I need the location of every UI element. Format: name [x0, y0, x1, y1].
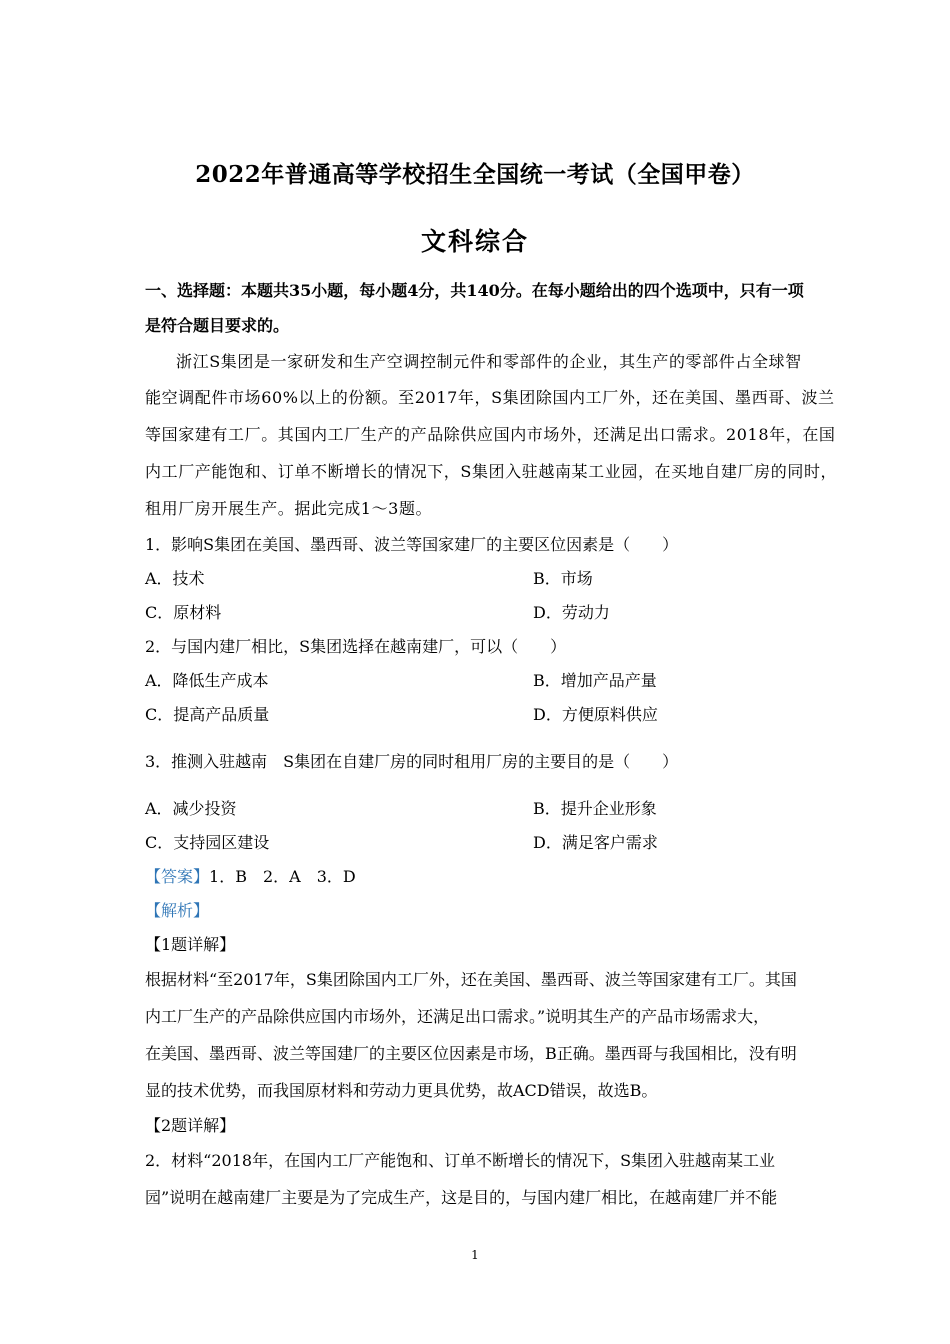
answer-line — [145, 864, 810, 887]
question-2-stem: 2．与国内建厂相比，S集团选择在越南建厂，可以（ ） — [145, 637, 567, 656]
detail-2-line: 2．材料“2018年，在国内工厂产能饱和、订单不断增长的情况下，S集团入驻越南某工业 — [145, 1151, 776, 1170]
exam-subtitle: 文科综合 — [420, 227, 529, 256]
passage-line: 租用厂房开展生产。据此完成1～3题。 — [145, 499, 433, 518]
answer-label: 【答案】 — [145, 867, 210, 886]
detail-2-line: 园”说明在越南建厂主要是为了完成生产，这是目的，与国内建厂相比，在越南建厂并不能 — [145, 1188, 778, 1207]
q2-option-d: D．方便原料供应 — [533, 705, 658, 724]
q1-option-d: D．劳动力 — [533, 603, 610, 622]
section-instruction-line-1: 一、选择题：本题共35小题，每小题4分，共140分。在每小题给出的四个选项中，只有一项 — [145, 281, 804, 300]
exam-title: 2022年普通高等学校招生全国统一考试（全国甲卷） — [195, 161, 755, 188]
page-number: 1 — [471, 1248, 479, 1262]
q1-option-c: C．原材料 — [145, 603, 222, 622]
passage-line: 内工厂产能饱和、订单不断增长的情况下，S集团入驻越南某工业园，在买地自建厂房的同时， — [145, 462, 838, 481]
question-3-stem: 3．推测入驻越南 S集团在自建厂房的同时租用厂房的主要目的是（ ） — [145, 752, 679, 771]
q3-option-d: D．满足客户需求 — [533, 833, 658, 852]
q1-option-b: B．市场 — [533, 569, 593, 588]
detail-2-label: 【2题详解】 — [145, 1116, 236, 1135]
q3-option-a: A．减少投资 — [145, 799, 237, 818]
q3-option-b: B．提升企业形象 — [533, 799, 657, 818]
q2-option-c: C．提高产品质量 — [145, 705, 270, 724]
detail-1-line: 内工厂生产的产品除供应国内市场外，还满足出口需求。”说明其生产的产品市场需求大， — [145, 1007, 770, 1026]
q2-option-b: B．增加产品产量 — [533, 671, 657, 690]
detail-1-line: 根据材料“至2017年，S集团除国内工厂外，还在美国、墨西哥、波兰等国家建有工厂。其国 — [145, 970, 797, 989]
q3-option-c: C．支持园区建设 — [145, 833, 270, 852]
answer-text: 1．B 2．A 3．D — [209, 867, 356, 886]
detail-1-label: 【1题详解】 — [145, 935, 236, 954]
detail-1-line: 在美国、墨西哥、波兰等国建厂的主要区位因素是市场，B正确。墨西哥与我国相比，没有明 — [145, 1044, 797, 1063]
passage-line: 能空调配件市场60%以上的份额。至2017年，S集团除国内工厂外，还在美国、墨西哥、波兰 — [145, 388, 835, 407]
q1-option-a: A．技术 — [145, 569, 205, 588]
analysis-label: 【解析】 — [145, 901, 210, 920]
passage-line: 浙江S集团是一家研发和生产空调控制元件和零部件的企业，其生产的零部件占全球智 — [176, 352, 802, 371]
section-instruction-line-2: 是符合题目要求的。 — [145, 316, 290, 335]
passage-line: 等国家建有工厂。其国内工厂生产的产品除供应国内市场外，还满足出口需求。2018年，在国 — [145, 425, 836, 444]
q2-option-a: A．降低生产成本 — [145, 671, 269, 690]
question-1-stem: 1．影响S集团在美国、墨西哥、波兰等国家建厂的主要区位因素是（ ） — [145, 535, 679, 554]
detail-1-line: 显的技术优势，而我国原材料和劳动力更具优势，故ACD错误，故选B。 — [145, 1081, 658, 1100]
